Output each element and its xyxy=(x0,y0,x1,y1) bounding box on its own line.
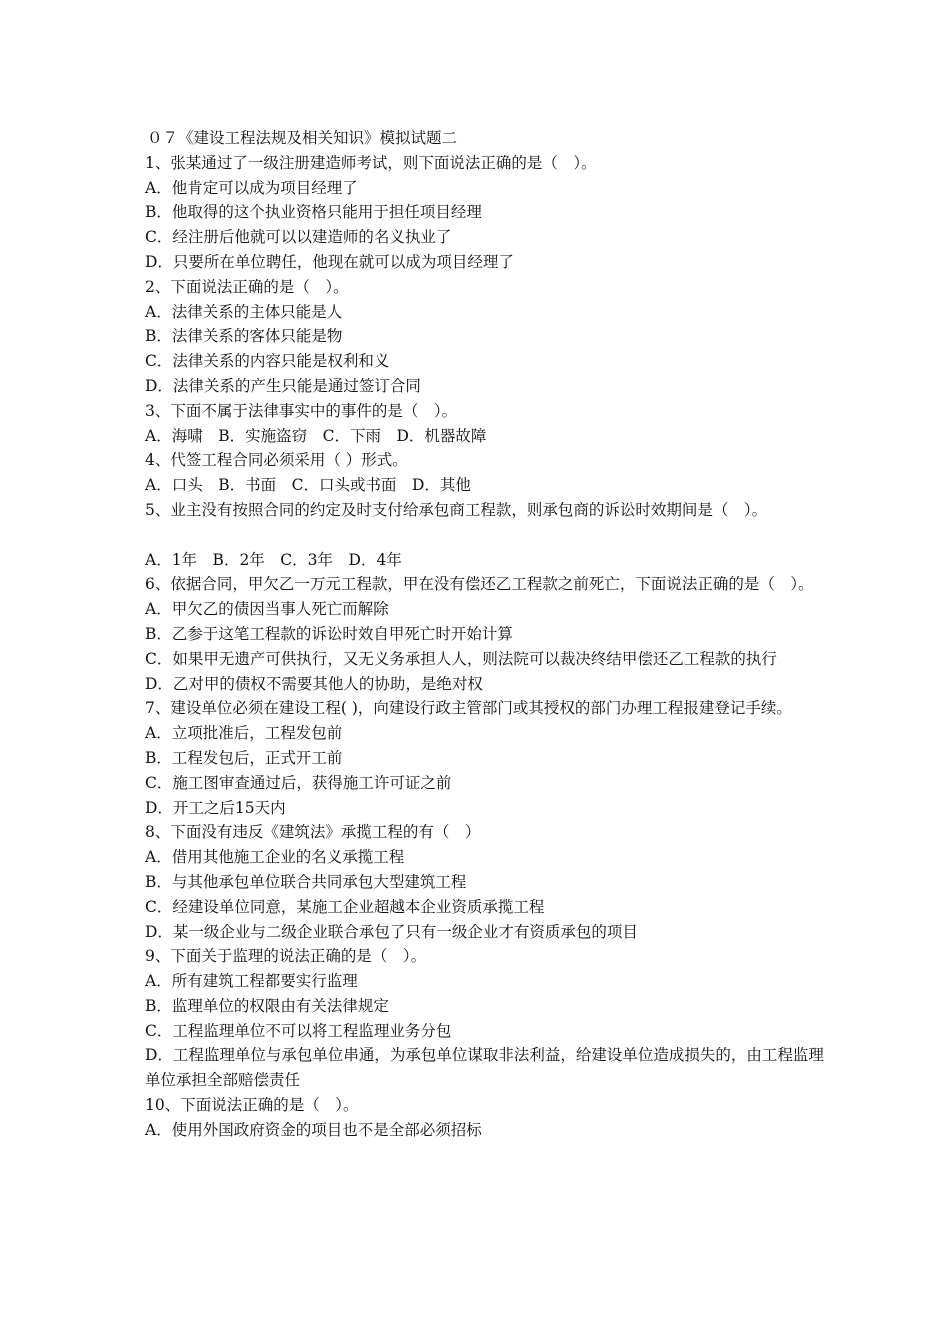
question-5: 5、业主没有按照合同的约定及时支付给承包商工程款，则承包商的诉讼时效期间是（ ）。 xyxy=(145,500,768,519)
q1-option-a: A．他肯定可以成为项目经理了 xyxy=(145,178,358,197)
q2-option-c: C．法律关系的内容只能是权利和义 xyxy=(145,352,390,371)
q9-option-a: A．所有建筑工程都要实行监理 xyxy=(145,972,358,991)
q7-option-c: C．施工图审查通过后，获得施工许可证之前 xyxy=(145,773,452,792)
q1-option-c: C．经注册后他就可以以建造师的名义执业了 xyxy=(145,228,452,247)
question-1: 1、张某通过了一级注册建造师考试，则下面说法正确的是（ ）。 xyxy=(145,153,597,172)
q6-option-a: A．甲欠乙的债因当事人死亡而解除 xyxy=(145,600,389,619)
document-title: ０７《建设工程法规及相关知识》模拟试题二 xyxy=(147,129,458,147)
question-10: 10、下面说法正确的是（ ）。 xyxy=(145,1096,359,1115)
question-4: 4、代签工程合同必须采用（ ）形式。 xyxy=(145,451,408,470)
q2-option-d: D．法律关系的产生只能是通过签订合同 xyxy=(145,376,421,395)
question-3: 3、下面不属于法律事实中的事件的是（ ）。 xyxy=(145,401,458,420)
q2-option-b: B．法律关系的客体只能是物 xyxy=(145,327,343,346)
q7-option-a: A．立项批准后，工程发包前 xyxy=(145,724,343,743)
q10-option-a: A．使用外国政府资金的项目也不是全部必须招标 xyxy=(145,1120,482,1139)
q8-option-d: D．某一级企业与二级企业联合承包了只有一级企业才有资质承包的项目 xyxy=(145,922,638,941)
q8-option-c: C．经建设单位同意，某施工企业超越本企业资质承揽工程 xyxy=(145,897,545,916)
q7-option-b: B．工程发包后，正式开工前 xyxy=(145,748,343,767)
q3-options: A．海啸 B．实施盗窃 C．下雨 D．机器故障 xyxy=(145,426,487,445)
document-body xyxy=(145,126,825,1143)
q9-option-c: C．工程监理单位不可以将工程监理业务分包 xyxy=(145,1021,452,1040)
question-8: 8、下面没有违反《建筑法》承揽工程的有（ ） xyxy=(145,823,481,842)
q6-option-c: C．如果甲无遗产可供执行，又无义务承担人人，则法院可以裁决终结甲偿还乙工程款的执行 xyxy=(145,649,777,668)
q8-option-a: A．借用其他施工企业的名义承揽工程 xyxy=(145,848,405,867)
q6-option-b: B．乙参于这笔工程款的诉讼时效自甲死亡时开始计算 xyxy=(145,624,513,643)
q9-option-b: B．监理单位的权限由有关法律规定 xyxy=(145,996,389,1015)
blank-line xyxy=(145,523,825,548)
question-9: 9、下面关于监理的说法正确的是（ ）。 xyxy=(145,947,427,966)
question-7: 7、建设单位必须在建设工程( )，向建设行政主管部门或其授权的部门办理工程报建登记手续。 xyxy=(145,699,792,718)
question-6: 6、依据合同，甲欠乙一万元工程款，甲在没有偿还乙工程款之前死亡，下面说法正确的是（ ）。 xyxy=(145,575,814,594)
q2-option-a: A．法律关系的主体只能是人 xyxy=(145,302,343,321)
q8-option-b: B．与其他承包单位联合共同承包大型建筑工程 xyxy=(145,872,467,891)
question-2: 2、下面说法正确的是（ ）。 xyxy=(145,277,349,296)
q6-option-d: D．乙对甲的债权不需要其他人的协助，是绝对权 xyxy=(145,674,483,693)
q9-option-d: D．工程监理单位与承包单位串通，为承包单位谋取非法利益，给建设单位造成损失的，由工程监理单位承担全部赔偿责任 xyxy=(145,1046,824,1090)
q5-options: A．1年 B．2年 C．3年 D．4年 xyxy=(145,550,402,569)
q1-option-d: D．只要所在单位聘任，他现在就可以成为项目经理了 xyxy=(145,252,514,271)
q7-option-d: D．开工之后15天内 xyxy=(145,798,286,817)
q4-options: A．口头 B．书面 C．口头或书面 D．其他 xyxy=(145,476,471,495)
q1-option-b: B．他取得的这个执业资格只能用于担任项目经理 xyxy=(145,203,482,222)
